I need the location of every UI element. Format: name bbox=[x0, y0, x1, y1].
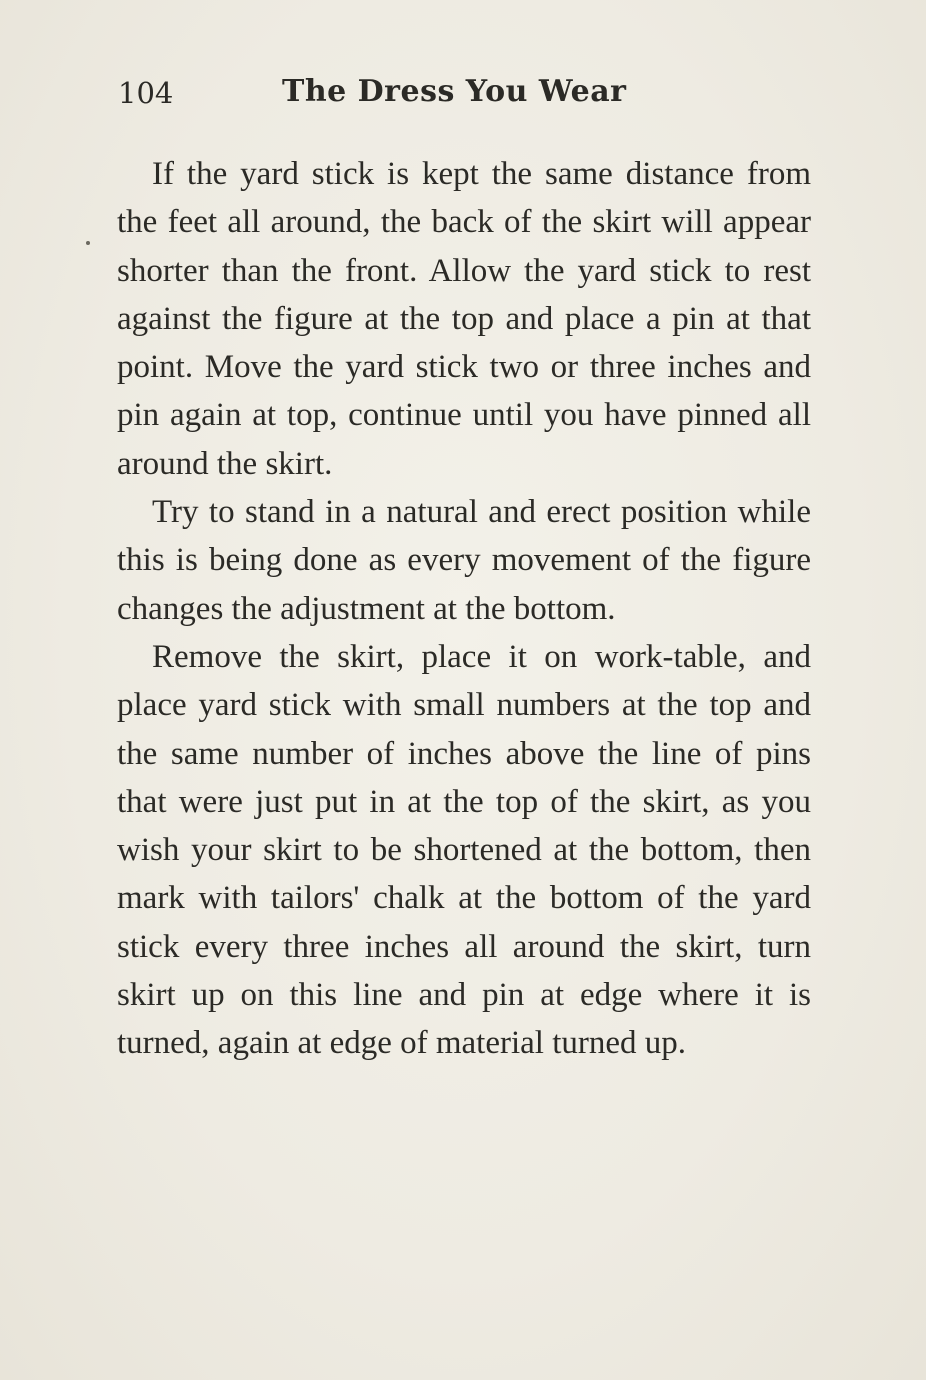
margin-speck bbox=[86, 241, 90, 245]
running-title: The Dress You Wear bbox=[282, 74, 627, 109]
paragraph-2: Try to stand in a natural and erect position while this is being done as every movement of the figure changes the adjustment at the bottom. bbox=[117, 494, 811, 627]
page-header bbox=[118, 72, 808, 120]
paragraph-3: Remove the skirt, place it on work-table, and place yard stick with small numbers at the top and the same number of inches above the line of pins that were just put in at the top of the skirt, as you wish your skirt to be shortened at the bottom, then mark with tailors' chalk at the bottom of the yard stick every three inches all around the skirt, turn skirt up on this line and pin at edge where it is turned, again at edge of material turned up. bbox=[117, 638, 811, 1062]
page-number: 104 bbox=[118, 76, 174, 110]
body-text bbox=[117, 150, 811, 1068]
paragraph-1: If the yard stick is kept the same distance from the feet all around, the back of the skirt will appear shorter than the front. Allow the yard stick to rest against the figure at the top and place a pin at that point. Move the yard stick two or three inches and pin again at top, continue until you have pinned all around the skirt. bbox=[117, 156, 811, 482]
